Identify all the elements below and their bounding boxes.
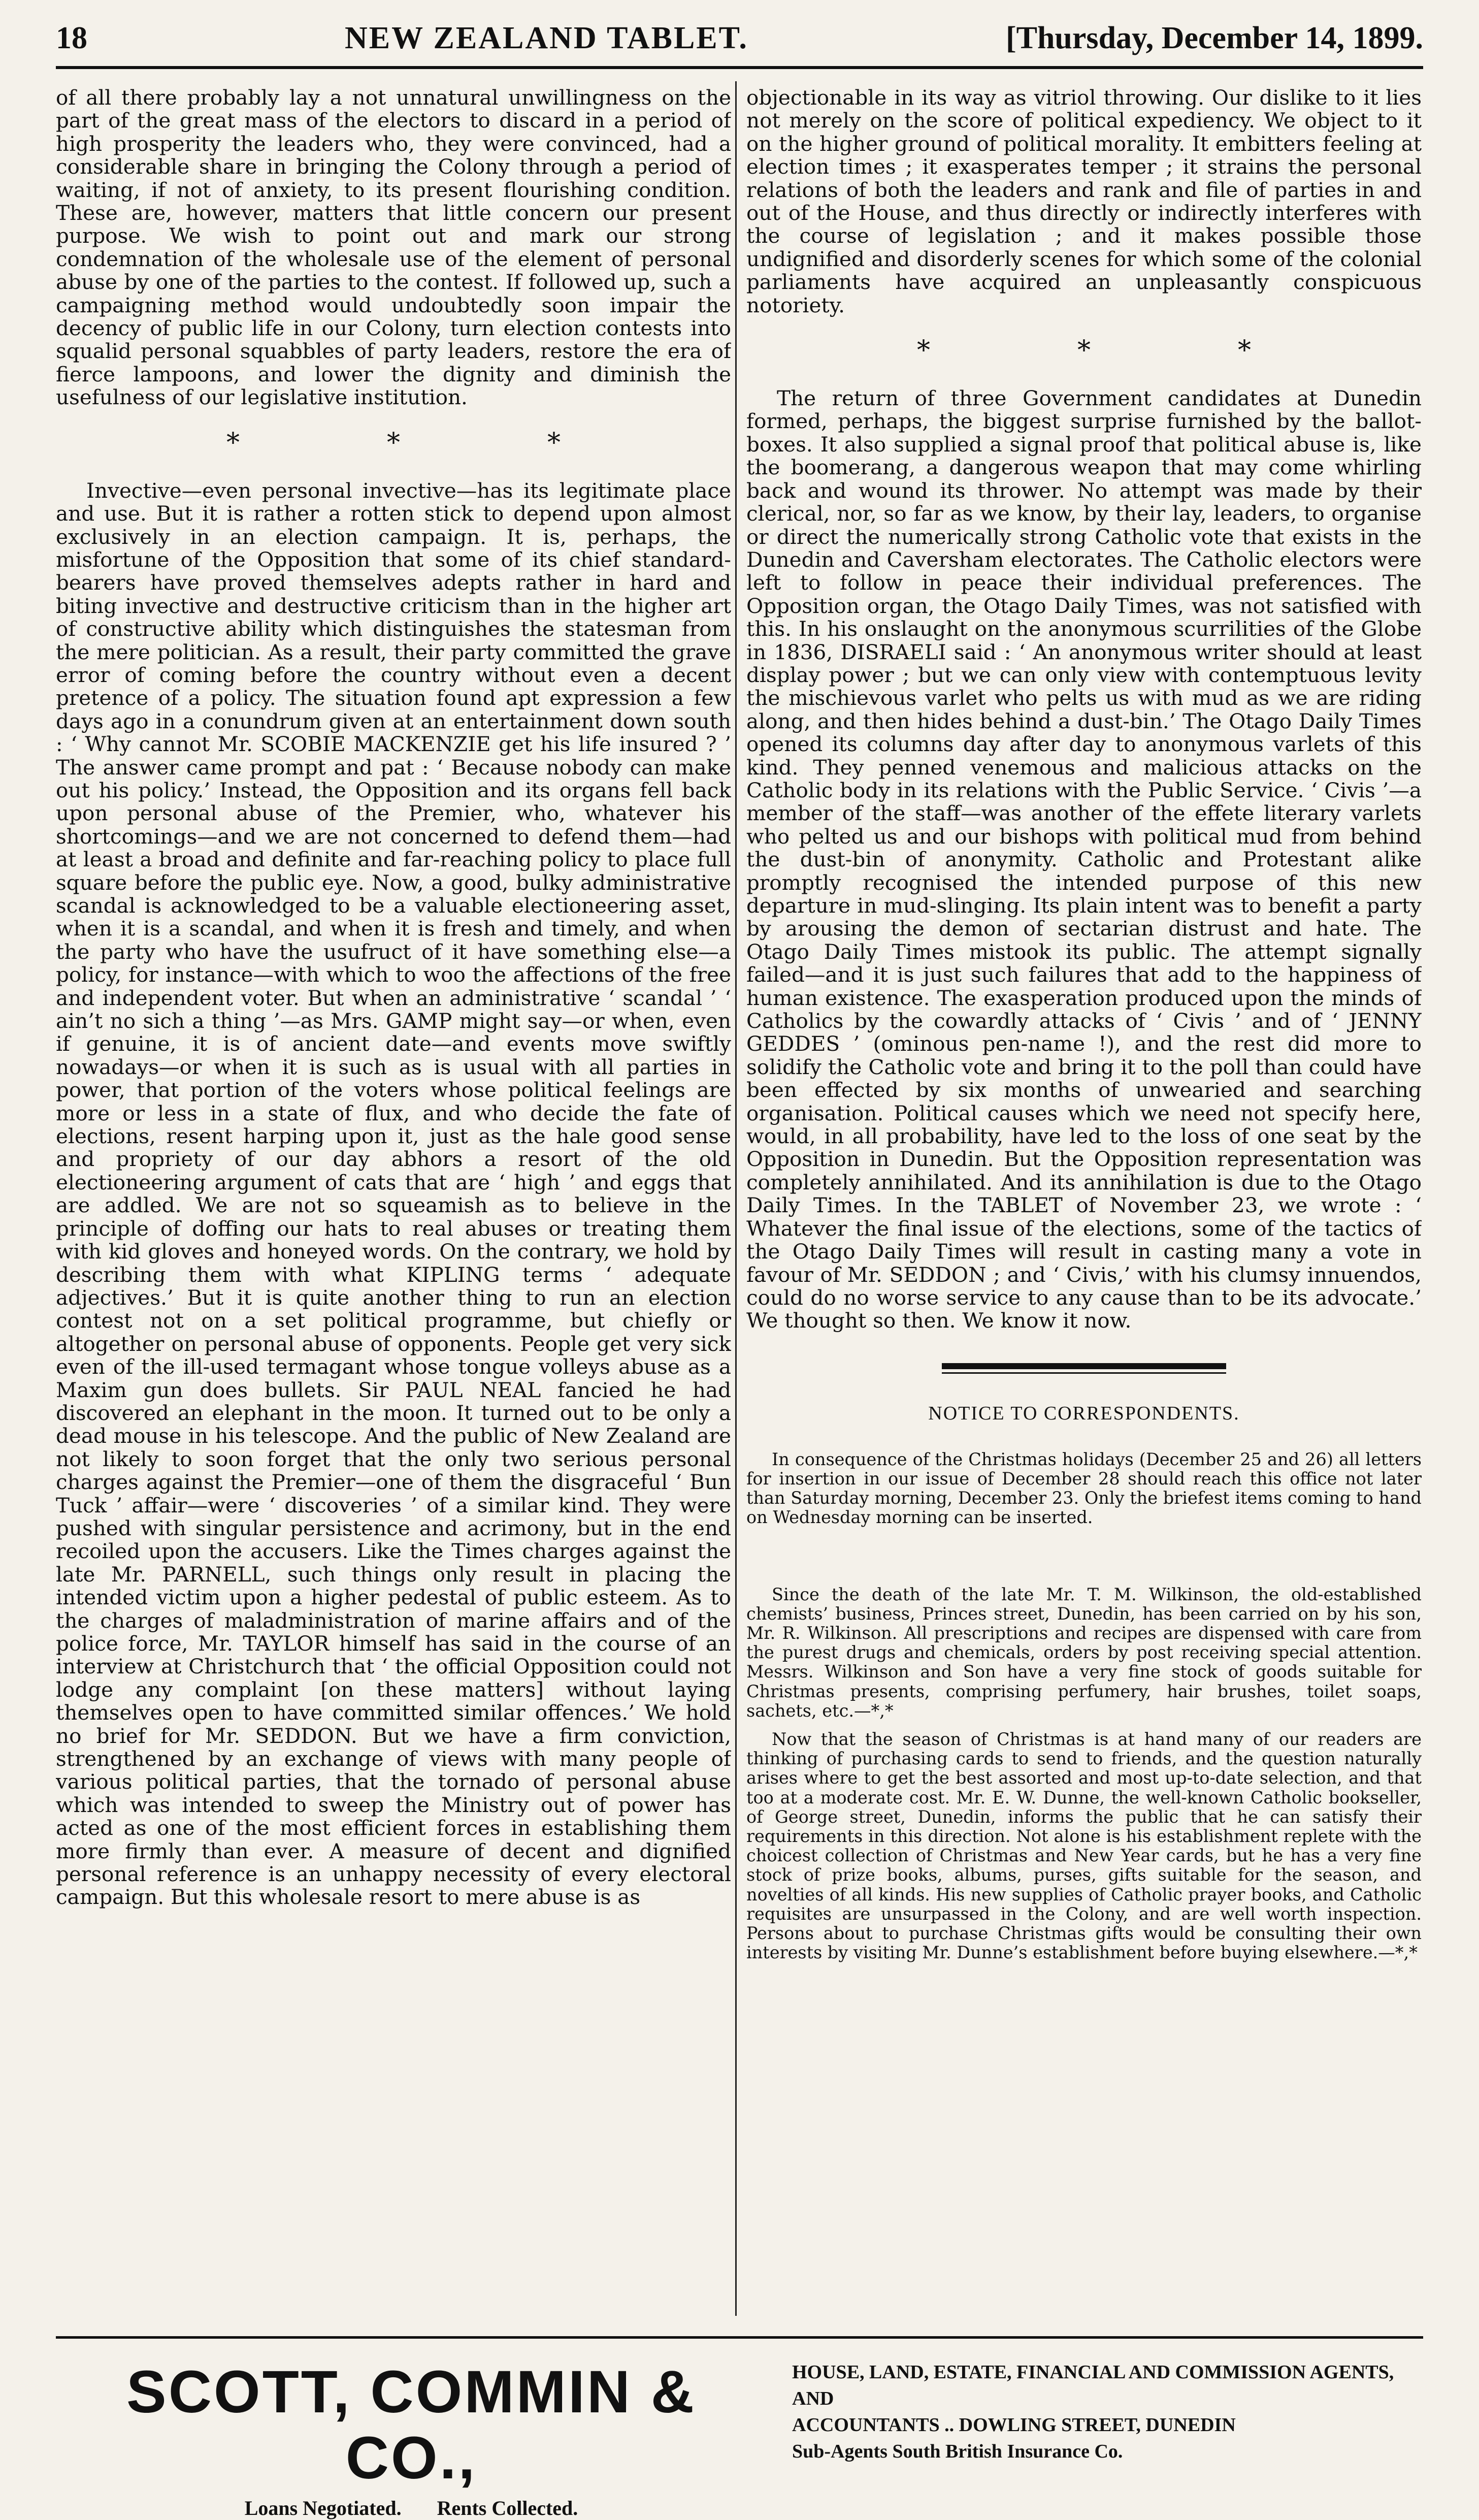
footer-advertisement <box>56 2336 1423 2519</box>
advertisement-paragraph: Now that the season of Christmas is at hand many of our readers are thinking of purchasing cards to send to friends, and the question naturally arises where to get the best assorted and most up-to-date selection, and that too at a moderate cost. Mr. E. W. Dunne, the well-known Catholic bookseller, of George street, Dunedin, informs the public that he can satisfy their requirements in this direction. Not alone is his establishment replete with the choicest collection of Christmas and New Year cards, but he has a very fine stock of prize books, albums, purses, gifts suitable for the season, and novelties of all kinds. His new supplies of Catholic prayer books, and Catholic requisites are unsurpassed in the Colony, and are well worth inspection. Persons about to purchase Christmas gifts would be consulting their own interests by visiting Mr. Dunne’s establishment before buying elsewhere.—*,* <box>746 1729 1422 1963</box>
separator-star: * <box>1238 335 1251 366</box>
editorial-paragraph: The return of three Government candidates at Dunedin formed, perhaps, the biggest surprise furnished by the ballot-boxes. It also supplied a signal proof that political abuse is, like the boomerang, a dangerous weapon that may come whirling back and wound its thrower. No attempt was made by their clerical, nor, so far as we know, by their lay, leaders, to organise or direct the numerically strong Catholic vote that exists in the Dunedin and Caversham electorates. The Catholic electors were left to follow in peace their individual preferences. The Opposition organ, the Otago Daily Times, was not satisfied with this. In his onslaught on the anonymous scurrilities of the Globe in 1836, DISRAELI said : ‘ An anonymous writer should at least display power ; but we can only view with contemptuous levity the mischievous varlet who pelts us with mud as we are riding along, and then hides behind a dust-bin.’ The Otago Daily Times opened its columns day after day to anonymous varlets of this kind. They penned venemous and malicious attacks on the Catholic body in its relations with the Public Service. ‘ Civis ’—a member of the staff—was another of the effete literary varlets who pelted us and our bishops with political mud from behind the dust-bin of anonymity. Catholic and Protestant alike promptly recognised the intended purpose of this new departure in mud-slinging. Its plain intent was to benefit a party by arousing the demon of sectarian distrust and hate. The Otago Daily Times mistook its public. The attempt signally failed—and it is just such failures that add to the happiness of human existence. The exasperation produced upon the minds of Catholics by the cowardly attacks of ‘ Civis ’ and of ‘ JENNY GEDDES ’ (ominous pen-name !), and the rest did more to solidify the Catholic vote and bring it to the poll than could have been effected by six months of unwearied and searching organisation. Political causes which we need not specify here, would, in all probability, have led to the loss of one seat by the Opposition in Dunedin. But the Opposition representation was completely annihilated. And its annihilation is due to the Otago Daily Times. In the TABLET of November 23, we wrote : ‘ Whatever the final issue of the elections, some of the tactics of the Otago Daily Times will result in casting many a vote in favour of Mr. SEDDON ; and ‘ Civis,’ with his clumsy innuendos, could do no worse service to any cause than to be its advocate.’ We thought so then. We know it now. <box>746 386 1422 1333</box>
separator-star: * <box>547 427 561 458</box>
issue-date: [Thursday, December 14, 1899. <box>1005 20 1423 55</box>
agents-line: Sub-Agents South British Insurance Co. <box>792 2441 1123 2462</box>
agents-line: ACCOUNTANTS .. DOWLING STREET, DUNEDIN <box>792 2414 1236 2436</box>
separator-star: * <box>387 427 400 458</box>
editorial-paragraph: Invective—even personal invective—has its legitimate place and use. But it is rather a rotten stick to depend upon almost exclusively in an election campaign. It is, perhaps, the misfortune of the Opposition that some of its chief standard-bearers have proved themselves adepts rather in hard and biting invective and destructive criticism than in the higher art of constructive ability which distinguishes the statesman from the mere politician. As a result, their party committed the grave error of coming before the country without even a decent pretence of a policy. The situation found apt expression a few days ago in a conundrum given at an entertainment down south : ‘ Why cannot Mr. SCOBIE MACKENZIE get his life insured ? ’ The answer came prompt and pat : ‘ Because nobody can make out his policy.’ Instead, the Opposition and its organs fell back upon personal abuse of the Premier, who, whatever his shortcomings—and we are not concerned to defend them—had at least a broad and definite and far-reaching policy to place full square before the public eye. Now, a good, bulky administrative scandal is acknowledged to be a valuable electioneering asset, when it is a scandal, and when it is fresh and timely, and when the party who have the usufruct of it have something else—a policy, for instance—with which to woo the affections of the free and independent voter. But when an administrative ‘ scandal ’ ‘ ain’t no sich a thing ’—as Mrs. GAMP might say—or when, even if genuine, it is of ancient date—and events move swiftly nowadays—or when it is such as is usual with all parties in power, that portion of the voters whose political feelings are more or less in a state of flux, and who decide the fate of elections, resent harping upon it, just as the hale good sense and propriety of our day abhors a resort of the old electioneering argument of cats that are ‘ high ’ and eggs that are addled. We are not so squeamish as to believe in the principle of doffing our hats to real abuses or treating them with kid gloves and honeyed words. On the contrary, we hold by describing them with what KIPLING terms ‘ adequate adjectives.’ But it is quite another thing to run an election contest not on a set political programme, but chiefly or altogether on personal abuse of opponents. People get very sick even of the ill-used termagant whose tongue volleys abuse as a Maxim gun does bullets. Sir PAUL NEAL fancied he had discovered an elephant in the moon. It turned out to be only a dead mouse in his telescope. And the public of New Zealand are not likely to soon forget that the only two serious personal charges against the Premier—one of them the disgraceful ‘ Bun Tuck ’ affair—were ‘ discoveries ’ of a similar kind. They were pushed with singular persistence and acrimony, but in the end recoiled upon the accusers. Like the Times charges against the late Mr. PARNELL, such things only result in placing the intended victim upon a higher pedestal of public esteem. As to the charges of maladministration of marine affairs and of the police force, Mr. TAYLOR himself has said in the course of an interview at Christchurch that ‘ the official Opposition could not lodge any complaint [on these matters] without laying themselves open to have committed similar offences.’ We hold no brief for Mr. SEDDON. But we have a firm conviction, strengthened by an exchange of views with many people of various political parties, that the tornado of personal abuse which was intended to sweep the Ministry out of power has acted as one of the most efficient forces in establishing them more firmly than ever. A measure of decent and dignified personal reference is an unhappy necessity of every electoral campaign. But this wholesale resort to mere abuse is as <box>56 478 731 1910</box>
notice-text: In consequence of the Christmas holidays (December 25 and 26) all letters for insertion in our issue of December 28 should reach this office not later than Saturday morning, December 23. Only the briefest items coming to hand on Wednesday morning can be inserted. <box>746 1449 1422 1528</box>
section-separator <box>746 337 1422 364</box>
column-divider <box>735 81 737 2316</box>
firm-block <box>56 2359 767 2520</box>
separator-star: * <box>917 335 930 366</box>
section-separator <box>56 427 731 458</box>
agents-line: HOUSE, LAND, ESTATE, FINANCIAL AND COMMISSION AGENTS, AND <box>792 2362 1394 2409</box>
editorial-paragraph: objectionable in its way as vitriol throwing. Our dislike to it lies not merely on the score of political expediency. We object to it on the higher ground of political morality. It embitters feeling at election times ; it exasperates temper ; it strains the personal relations of both the leaders and rank and file of parties in and out of the House, and thus directly or indirectly interferes with the course of legislation ; and it makes possible those undignified and disorderly scenes for which some of the colonial parliaments have acquired an unpleasantly conspicuous notoriety. <box>746 86 1422 317</box>
firm-name: SCOTT, COMMIN & CO., <box>126 2359 696 2492</box>
rents-text: Rents Collected. <box>437 2497 578 2519</box>
newspaper-title: NEW ZEALAND TABLET. <box>345 20 748 55</box>
separator-star: * <box>226 427 240 458</box>
firm-services <box>56 2496 767 2520</box>
loans-text: Loans Negotiated. <box>244 2497 402 2519</box>
editorial-paragraph: of all there probably lay a not unnatural unwillingness on the part of the great mass of the electors to discard in a period of high prosperity the leaders who, they were convinced, had a considerable share in bringing the Colony through a period of waiting, if not of anxiety, to its present flourishing condition. These are, however, matters that little concern our present purpose. We wish to point out and mark our strong condemnation of the wholesale use of the element of personal abuse by one of the parties to the contest. If followed up, such a campaigning method would undoubtedly soon impair the decency of public life in our Colony, turn election contests into squalid personal squabbles of party leaders, restore the era of fierce lampoons, and lower the dignity and diminish the usefulness of our legislative institution. <box>56 86 731 410</box>
left-column <box>56 86 731 2306</box>
agents-block <box>792 2359 1423 2465</box>
notice-bottom-rule <box>977 1543 1191 1553</box>
advertisement-paragraph: Since the death of the late Mr. T. M. Wilkinson, the old-established chemists’ business, Princes street, Dunedin, has been carried on by his son, Mr. R. Wilkinson. All prescriptions and recipes are dispensed with care from the purest drugs and chemicals, orders by post receiving special attention. Messrs. Wilkinson and Son have a very fine stock of goods suitable for Christmas presents, comprising perfumery, hair brushes, toilet soaps, sachets, etc.—*,* <box>746 1584 1422 1721</box>
notice-heading: NOTICE TO CORRESPONDENTS. <box>928 1402 1240 1424</box>
masthead <box>56 10 1423 69</box>
notice-top-rule <box>942 1363 1226 1374</box>
separator-star: * <box>1077 335 1091 366</box>
page-number: 18 <box>56 20 87 55</box>
right-column <box>746 86 1422 2306</box>
